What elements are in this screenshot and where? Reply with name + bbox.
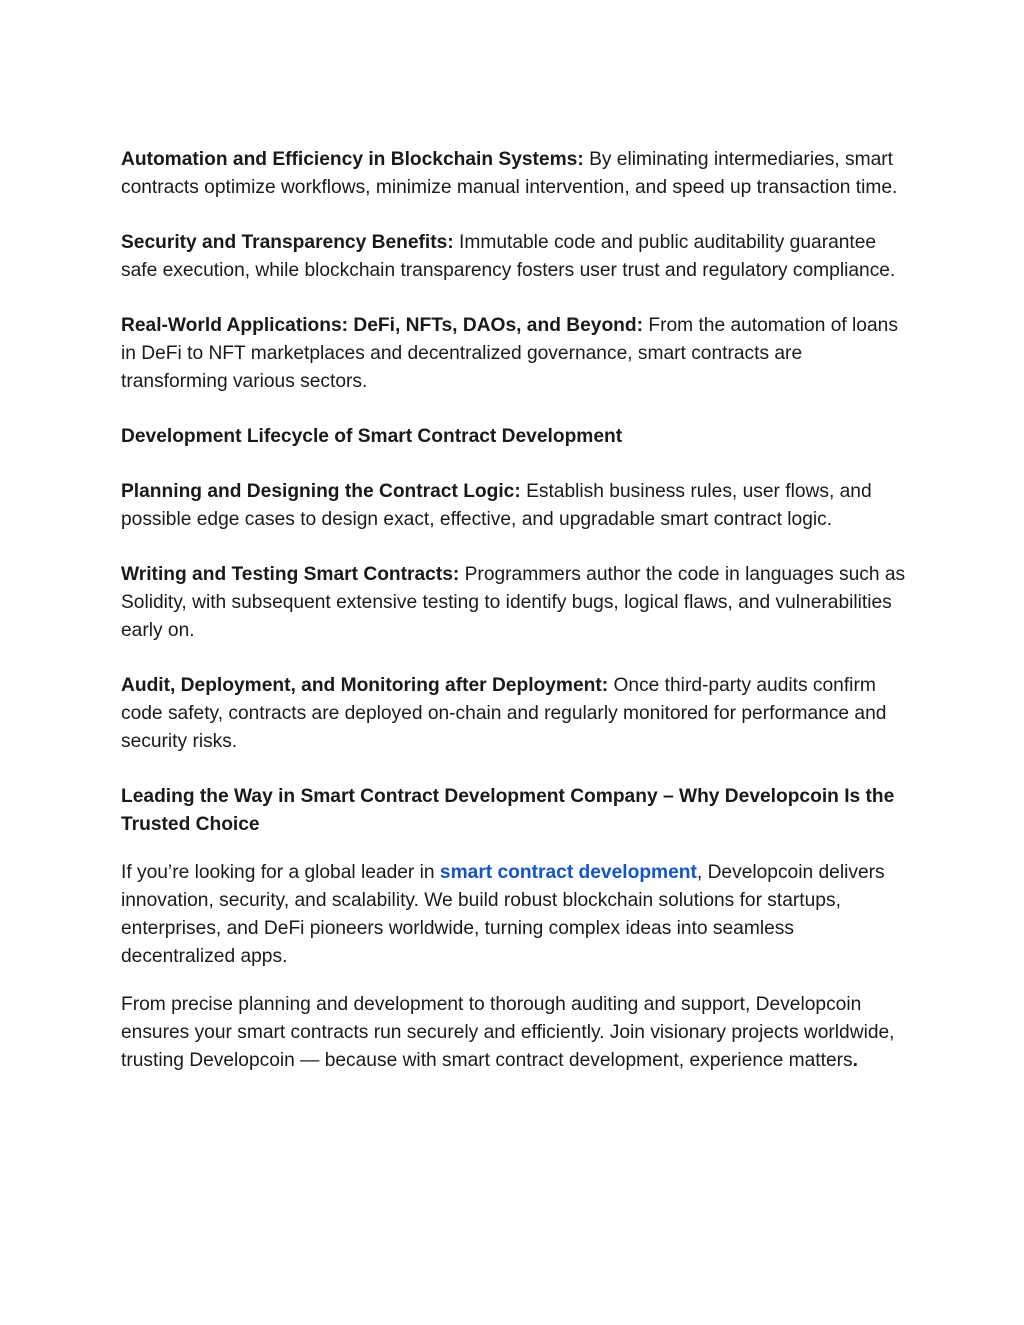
paragraph-automation	[121, 146, 911, 202]
closing-1-after: , Developcoin delivers innovation, security, and scalability. We build robust blockchain solutions for startups, enterprises, and DeFi pioneers worldwide, turning complex ideas into seamless decentralized apps.	[121, 862, 885, 967]
paragraph-closing-1	[121, 859, 911, 971]
section-heading-lifecycle: Development Lifecycle of Smart Contract Development	[121, 426, 623, 447]
heading-applications: Real-World Applications: DeFi, NFTs, DAOs, and Beyond:	[121, 315, 644, 336]
body-security: Immutable code and public auditability guarantee safe execution, while blockchain transparency fosters user trust and regulatory compliance.	[121, 232, 896, 281]
body-audit: Once third-party audits confirm code safety, contracts are deployed on-chain and regularly monitored for performance and security risks.	[121, 675, 887, 752]
closing-2-end: .	[852, 1050, 858, 1071]
closing-1-before: If you’re looking for a global leader in	[121, 862, 440, 883]
paragraph-closing-2	[121, 991, 911, 1075]
heading-planning: Planning and Designing the Contract Logic:	[121, 481, 521, 502]
heading-writing-testing: Writing and Testing Smart Contracts:	[121, 564, 460, 585]
paragraph-planning	[121, 478, 911, 534]
heading-audit: Audit, Deployment, and Monitoring after Deployment:	[121, 675, 609, 696]
paragraph-writing-testing	[121, 561, 911, 645]
smart-contract-development-link[interactable]: smart contract development	[439, 862, 697, 883]
paragraph-applications	[121, 312, 911, 396]
heading-automation: Automation and Efficiency in Blockchain Systems:	[121, 149, 584, 170]
heading-security: Security and Transparency Benefits:	[121, 232, 454, 253]
paragraph-security	[121, 229, 911, 285]
closing-2-body: From precise planning and development to thorough auditing and support, Developcoin ensures your smart contracts run securely and efficiently. Join visionary projects worldwide, trusting Developcoin — because with smart contract development, experience matters	[121, 994, 895, 1071]
section-heading-leading: Leading the Way in Smart Contract Development Company – Why Developcoin Is the Trusted Choice	[121, 786, 895, 835]
body-writing-testing: Programmers author the code in languages such as Solidity, with subsequent extensive testing to identify bugs, logical flaws, and vulnerabilities early on.	[121, 564, 906, 641]
body-automation: By eliminating intermediaries, smart contracts optimize workflows, minimize manual intervention, and speed up transaction time.	[121, 149, 898, 198]
body-applications: From the automation of loans in DeFi to NFT marketplaces and decentralized governance, smart contracts are transforming various sectors.	[121, 315, 898, 392]
body-planning: Establish business rules, user flows, and possible edge cases to design exact, effective, and upgradable smart contract logic.	[121, 481, 872, 530]
document-page	[121, 146, 911, 1075]
paragraph-audit	[121, 672, 911, 756]
